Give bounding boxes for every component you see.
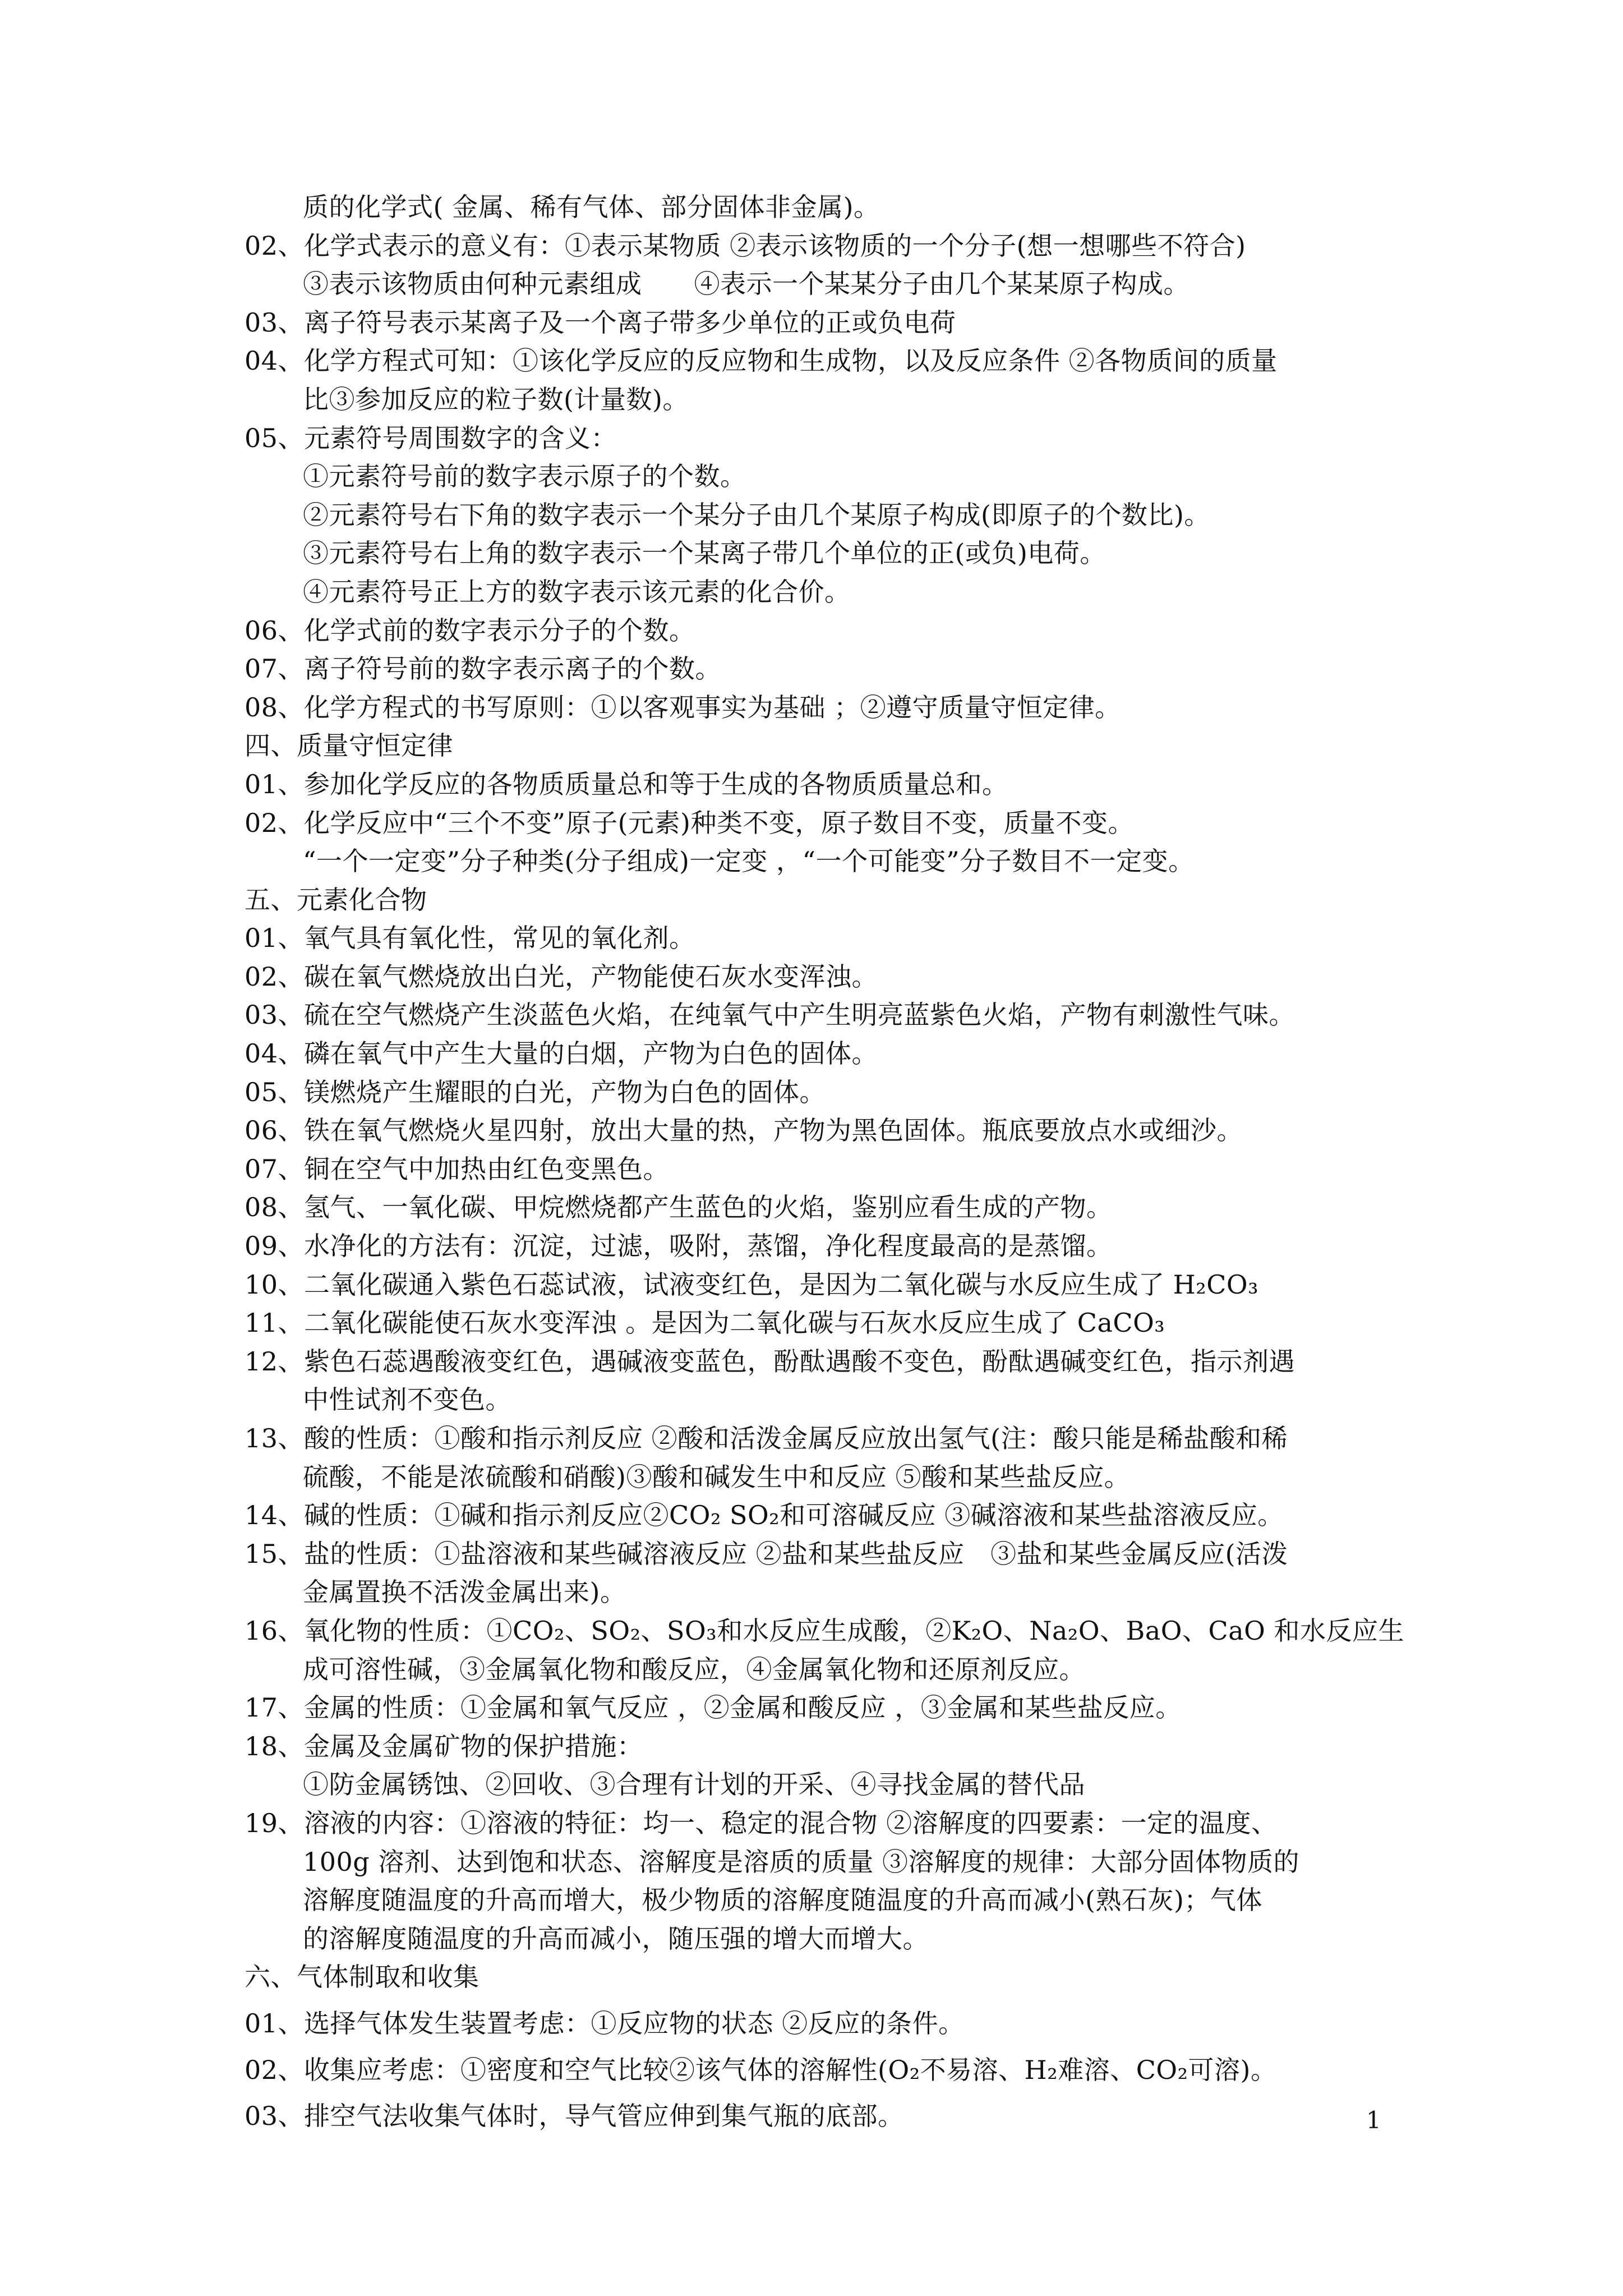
text-line: 10、二氧化碳通入紫色石蕊试液，试液变红色，是因为二氧化碳与水反应生成了 H₂CO₃ [245,1269,1259,1300]
text-line: 比③参加反应的粒子数(计量数)。 [303,384,689,415]
text-line: 03、离子符号表示某离子及一个离子带多少单位的正或负电荷 [245,307,956,338]
text-line: ③元素符号右上角的数字表示一个某离子带几个单位的正(或负)电荷。 [303,538,1106,569]
text-line: 08、化学方程式的书写原则：①以客观事实为基础 ；②遵守质量守恒定律。 [245,692,1121,723]
text-line: 06、化学式前的数字表示分子的个数。 [245,615,695,646]
text-line: 中性试剂不变色。 [303,1384,511,1415]
text-line: 09、水净化的方法有：沉淀，过滤，吸附，蒸馏，净化程度最高的是蒸馏。 [245,1231,1113,1262]
text-line: 五、元素化合物 [245,884,427,915]
text-line: 15、盐的性质：①盐溶液和某些碱溶液反应 ②盐和某些盐反应 ③盐和某些金属反应(活泼 [245,1538,1288,1569]
text-line: 01、选择气体发生装置考虑：①反应物的状态 ②反应的条件。 [245,2008,965,2039]
text-line: 成可溶性碱，③金属氧化物和酸反应，④金属氧化物和还原剂反应。 [303,1654,1085,1685]
text-line: 07、铜在空气中加热由红色变黑色。 [245,1153,670,1184]
text-line: 05、元素符号周围数字的含义： [245,422,617,453]
text-line: 03、排空气法收集气体时，导气管应伸到集气瓶的底部。 [245,2101,904,2132]
text-line: 02、收集应考虑：①密度和空气比较②该气体的溶解性(O₂不易溶、H₂难溶、CO₂可溶)。 [245,2054,1277,2085]
text-line: ②元素符号右下角的数字表示一个某分子由几个某原子构成(即原子的个数比)。 [303,499,1210,530]
text-line: ①元素符号前的数字表示原子的个数。 [303,461,746,492]
text-line: 硫酸，不能是浓硫酸和硝酸)③酸和碱发生中和反应 ⑤酸和某些盐反应。 [303,1461,1131,1492]
text-line: 18、金属及金属矿物的保护措施： [245,1731,643,1761]
text-line: 四、质量守恒定律 [245,730,453,761]
text-line: 13、酸的性质：①酸和指示剂反应 ②酸和活泼金属反应放出氢气(注：酸只能是稀盐酸和稀 [245,1423,1288,1453]
text-line: 03、硫在空气燃烧产生淡蓝色火焰，在纯氧气中产生明亮蓝紫色火焰，产物有刺激性气味。 [245,1000,1295,1030]
text-line: 02、化学反应中“三个不变”原子(元素)种类不变，原子数目不变，质量不变。 [245,807,1134,838]
text-line: 07、离子符号前的数字表示离子的个数。 [245,654,722,684]
text-line: 04、化学方程式可知：①该化学反应的反应物和生成物，以及反应条件 ②各物质间的质量 [245,346,1278,376]
text-line: 质的化学式( 金属、稀有气体、部分固体非金属)。 [303,192,880,222]
text-line: ③表示该物质由何种元素组成 ④表示一个某某分子由几个某某原子构成。 [303,269,1189,300]
text-line: 05、镁燃烧产生耀眼的白光，产物为白色的固体。 [245,1076,826,1107]
page-number: 1 [1366,2106,1381,2134]
text-line: 金属置换不活泼金属出来)。 [303,1577,626,1608]
text-line: 100g 溶剂、达到饱和状态、溶解度是溶质的质量 ③溶解度的规律：大部分固体物质的 [303,1846,1299,1877]
text-line: 溶解度随温度的升高而增大，极少物质的溶解度随温度的升高而减小(熟石灰)；气体 [303,1885,1262,1916]
text-line: 11、二氧化碳能使石灰水变浑浊 。是因为二氧化碳与石灰水反应生成了 CaCO₃ [245,1308,1165,1338]
text-line: 04、磷在氧气中产生大量的白烟，产物为白色的固体。 [245,1038,878,1069]
text-line: 01、参加化学反应的各物质质量总和等于生成的各物质质量总和。 [245,769,1008,799]
text-line: 14、碱的性质：①碱和指示剂反应②CO₂ SO₂和可溶碱反应 ③碱溶液和某些盐溶液反应。 [245,1500,1284,1531]
text-line: “一个一定变”分子种类(分子组成)一定变 ，“一个可能变”分子数目不一定变。 [303,846,1195,877]
text-line: 17、金属的性质：①金属和氧气反应 ，②金属和酸反应 ，③金属和某些盐反应。 [245,1692,1182,1723]
text-line: ①防金属锈蚀、②回收、③合理有计划的开采、④寻找金属的替代品 [303,1769,1085,1800]
text-line: 19、溶液的内容：①溶液的特征：均一、稳定的混合物 ②溶解度的四要素：一定的温度、 [245,1807,1278,1838]
text-line: 01、氧气具有氧化性，常见的氧化剂。 [245,923,695,954]
text-line: 02、化学式表示的意义有：①表示某物质 ②表示该物质的一个分子(想一想哪些不符合) [245,230,1246,261]
text-line: 02、碳在氧气燃烧放出白光，产物能使石灰水变浑浊。 [245,961,878,992]
text-line: 16、氧化物的性质：①CO₂、SO₂、SO₃和水反应生成酸，②K₂O、Na₂O、BaO、CaO 和水反应生 [245,1615,1404,1646]
text-line: 06、铁在氧气燃烧火星四射，放出大量的热，产物为黑色固体。瓶底要放点水或细沙。 [245,1115,1243,1146]
text-line: ④元素符号正上方的数字表示该元素的化合价。 [303,576,851,607]
document-body [245,188,1411,2136]
text-line: 08、氢气、一氧化碳、甲烷燃烧都产生蓝色的火焰，鉴别应看生成的产物。 [245,1192,1113,1223]
text-line: 六、气体制取和收集 [245,1962,479,1993]
text-line: 12、紫色石蕊遇酸液变红色，遇碱液变蓝色，酚酞遇酸不变色，酚酞遇碱变红色，指示剂遇 [245,1346,1295,1377]
text-line: 的溶解度随温度的升高而减小，随压强的增大而增大。 [303,1923,929,1954]
